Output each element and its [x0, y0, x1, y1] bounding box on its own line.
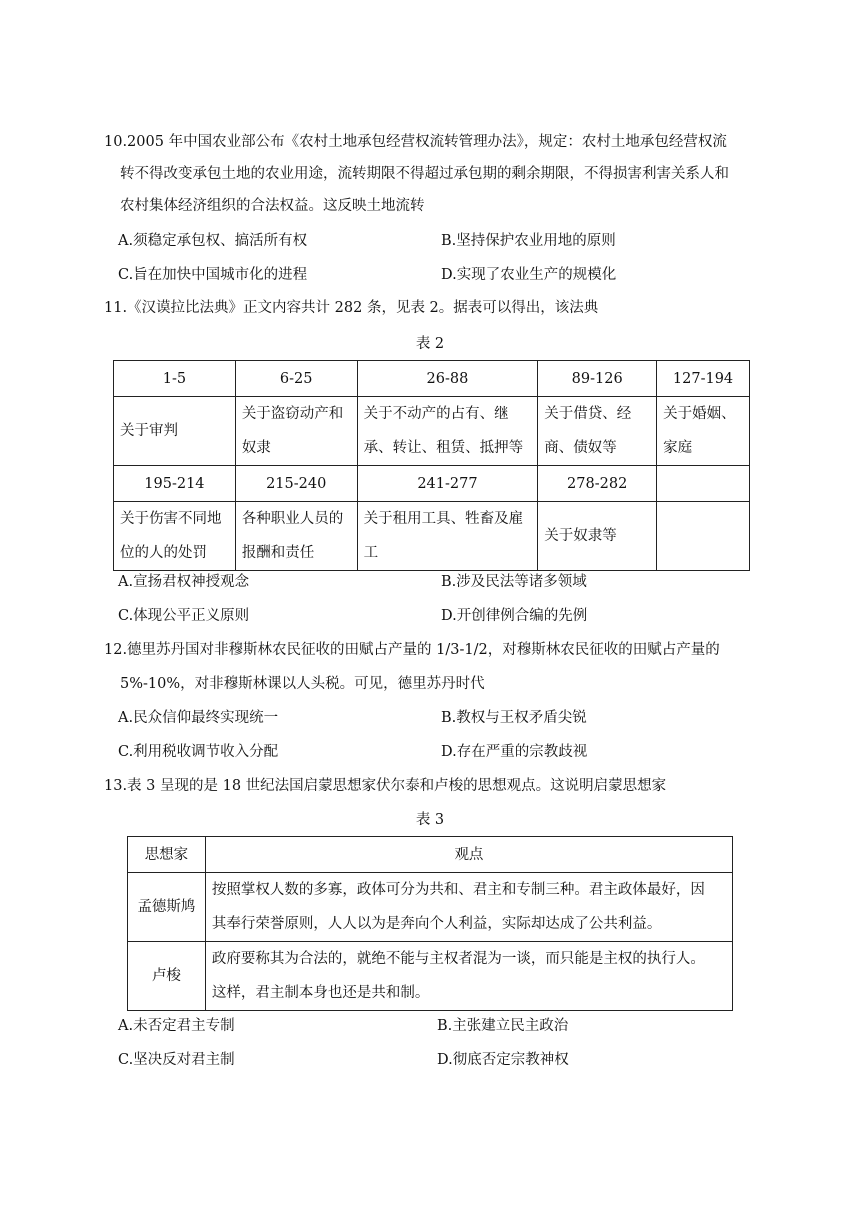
table-3-header-row	[128, 837, 733, 873]
table-cell	[357, 502, 538, 571]
q13-option-d[interactable]: D.彻底否定宗教神权	[437, 1052, 569, 1068]
table-cell: 26-88	[357, 361, 538, 397]
cell-line: 工	[363, 545, 379, 561]
cell-line: 关于不动产的占有、继	[363, 406, 509, 422]
q11-option-c[interactable]: C.体现公平正义原则	[118, 608, 250, 624]
cell-line: 政府要称其为合法的，就绝不能与主权者混为一谈，而只能是主权的执行人。	[211, 951, 705, 967]
cell-line: 关于婚姻、	[663, 406, 736, 422]
table-cell: 215-240	[235, 466, 357, 502]
thinker-cell: 卢梭	[128, 942, 206, 1011]
q10-option-c[interactable]: C.旨在加快中国城市化的进程	[118, 267, 308, 283]
table-2-header-row-1	[114, 361, 750, 397]
q13-option-a[interactable]: A.未否定君主专制	[118, 1018, 235, 1034]
q13-option-b[interactable]: B.主张建立民主政治	[437, 1018, 569, 1034]
q12-stem-line-1: 12.德里苏丹国对非穆斯林农民征收的田赋占产量的 1/3-1/2，对穆斯林农民征收的田赋占产量的	[104, 642, 720, 658]
q12-option-b[interactable]: B.教权与王权矛盾尖锐	[441, 710, 587, 726]
table-cell	[538, 502, 657, 571]
q12-option-d[interactable]: D.存在严重的宗教歧视	[441, 744, 588, 760]
table-2-header-row-2	[114, 466, 750, 502]
table-cell	[657, 466, 750, 502]
cell-line: 家庭	[663, 440, 693, 456]
table-cell: 195-214	[114, 466, 236, 502]
cell-line: 关于借贷、经	[544, 406, 632, 422]
header-thinker: 思想家	[128, 837, 206, 873]
q10-stem-line-1: 10.2005 年中国农业部公布《农村土地承包经营权流转管理办法》，规定：农村土地承包经营权流	[104, 134, 727, 150]
table-cell: 6-25	[235, 361, 357, 397]
cell-line: 关于审判	[120, 423, 178, 439]
table-row	[128, 873, 733, 942]
cell-line: 承、转让、租赁、抵押等	[363, 440, 524, 456]
cell-line: 报酬和责任	[241, 545, 315, 561]
table-cell	[114, 502, 236, 571]
cell-line: 这样，君主制本身也还是共和制。	[211, 985, 430, 1001]
q10-option-d[interactable]: D.实现了农业生产的规模化	[441, 267, 617, 283]
q13-stem-line-1: 13.表 3 呈现的是 18 世纪法国启蒙思想家伏尔泰和卢梭的思想观点。这说明启蒙思想家	[104, 778, 667, 794]
table-3	[127, 836, 733, 1011]
q10-stem-line-3: 农村集体经济组织的合法权益。这反映土地流转	[120, 198, 425, 214]
table-cell: 127-194	[657, 361, 750, 397]
table-2	[113, 360, 750, 571]
cell-line: 商、债奴等	[544, 440, 617, 456]
cell-line: 关于盗窃动产和	[241, 406, 344, 422]
q12-stem-line-2: 5%-10%，对非穆斯林课以人头税。可见，德里苏丹时代	[120, 676, 485, 692]
table-cell	[357, 397, 538, 466]
table-row	[128, 942, 733, 1011]
table-cell: 89-126	[538, 361, 657, 397]
table-2-body-row-2	[114, 502, 750, 571]
table-cell: 278-282	[538, 466, 657, 502]
cell-line: 各种职业人员的	[241, 511, 344, 527]
view-cell	[205, 873, 732, 942]
table-cell	[657, 397, 750, 466]
header-view: 观点	[205, 837, 732, 873]
view-cell	[205, 942, 732, 1011]
q10-stem-line-2: 转不得改变承包土地的农业用途，流转期限不得超过承包期的剩余期限，不得损害利害关系人和	[120, 166, 729, 182]
table-cell	[538, 397, 657, 466]
q11-option-d[interactable]: D.开创律例合编的先例	[441, 608, 588, 624]
q12-option-c[interactable]: C.利用税收调节收入分配	[118, 744, 279, 760]
thinker-cell: 孟德斯鸠	[128, 873, 206, 942]
table-3-caption: 表 3	[415, 812, 445, 828]
cell-line: 关于租用工具、牲畜及雇	[363, 511, 524, 527]
q10-option-a[interactable]: A.须稳定承包权、搞活所有权	[118, 233, 308, 249]
table-cell: 241-277	[357, 466, 538, 502]
table-cell	[114, 397, 236, 466]
q11-option-a[interactable]: A.宣扬君权神授观念	[118, 574, 250, 590]
q12-option-a[interactable]: A.民众信仰最终实现统一	[118, 710, 279, 726]
cell-line: 奴隶	[241, 440, 271, 456]
table-cell	[657, 502, 750, 571]
table-cell	[235, 502, 357, 571]
cell-line: 其奉行荣誉原则，人人以为是奔向个人利益，实际却达成了公共利益。	[211, 916, 662, 932]
cell-line: 关于奴隶等	[544, 528, 617, 544]
q13-option-c[interactable]: C.坚决反对君主制	[118, 1052, 235, 1068]
q10-option-b[interactable]: B.坚持保护农业用地的原则	[441, 233, 616, 249]
cell-line: 按照掌权人数的多寡，政体可分为共和、君主和专制三种。君主政体最好，因	[211, 882, 705, 898]
cell-line: 关于伤害不同地	[120, 511, 222, 527]
q11-option-b[interactable]: B.涉及民法等诸多领域	[441, 574, 587, 590]
table-cell	[235, 397, 357, 466]
table-2-body-row-1	[114, 397, 750, 466]
q11-stem-line-1: 11.《汉谟拉比法典》正文内容共计 282 条，见表 2。据表可以得出，该法典	[104, 300, 599, 316]
table-cell: 1-5	[114, 361, 236, 397]
table-2-caption: 表 2	[415, 336, 445, 352]
cell-line: 位的人的处罚	[120, 545, 207, 561]
